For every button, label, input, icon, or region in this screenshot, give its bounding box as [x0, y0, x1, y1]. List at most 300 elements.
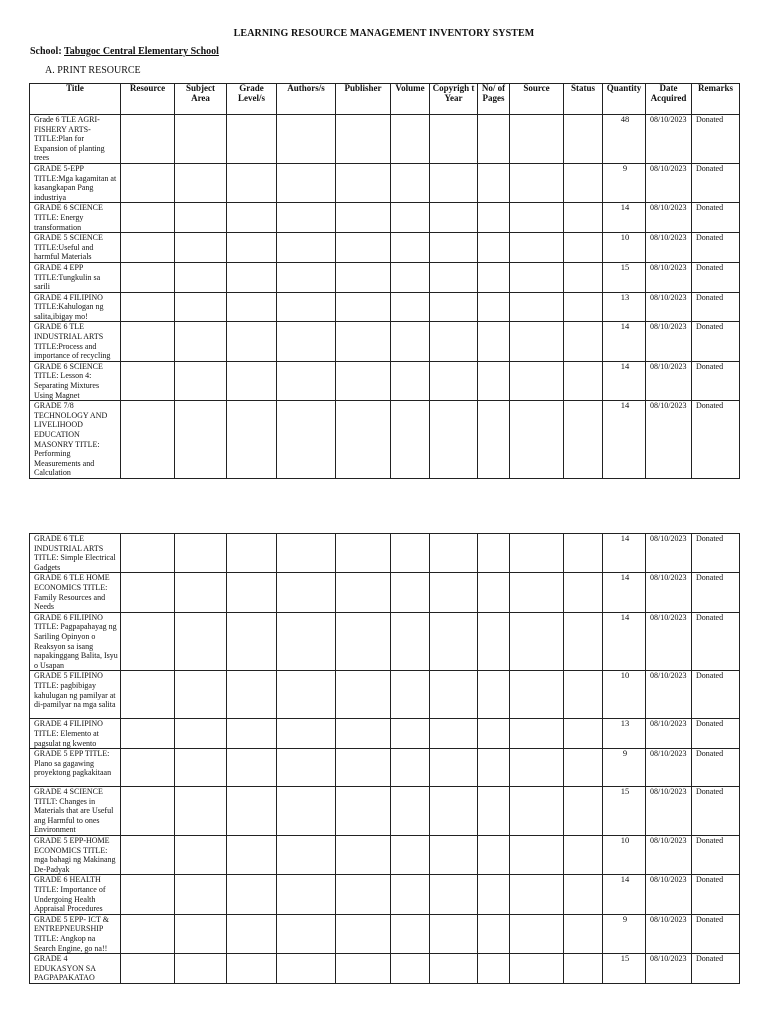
table-row: [30, 262, 740, 292]
table-row: [30, 401, 740, 479]
header-cell: Remarks: [692, 84, 740, 115]
header-cell: Resource: [121, 84, 175, 115]
empty-cell: [277, 233, 336, 263]
empty-cell: [336, 534, 391, 573]
empty-cell: [336, 612, 391, 671]
empty-cell: [227, 163, 277, 202]
empty-cell: [336, 203, 391, 233]
header-cell: Source: [510, 84, 564, 115]
table-row: [30, 163, 740, 202]
empty-cell: [430, 719, 478, 749]
header-row: [30, 84, 740, 115]
empty-cell: [121, 954, 175, 984]
empty-cell: [510, 262, 564, 292]
header-cell: Publisher: [336, 84, 391, 115]
empty-cell: [336, 322, 391, 361]
quantity-cell: 10: [603, 671, 646, 719]
empty-cell: [564, 361, 603, 400]
empty-cell: [478, 203, 510, 233]
empty-cell: [336, 573, 391, 612]
title-cell: GRADE 5 EPP TITLE: Plano sa gagawing proyektong pagkakitaan: [30, 749, 121, 787]
empty-cell: [430, 401, 478, 479]
empty-cell: [227, 573, 277, 612]
empty-cell: [510, 875, 564, 914]
title-cell: GRADE 4 SCIENCE TITLT: Changes in Materials that are Useful ang Harmful to ones Environment: [30, 787, 121, 836]
empty-cell: [336, 163, 391, 202]
empty-cell: [277, 322, 336, 361]
empty-cell: [227, 914, 277, 953]
remarks-cell: Donated: [692, 671, 740, 719]
empty-cell: [277, 719, 336, 749]
empty-cell: [478, 875, 510, 914]
empty-cell: [430, 914, 478, 953]
empty-cell: [430, 163, 478, 202]
empty-cell: [391, 719, 430, 749]
title-cell: GRADE 4 FILIPINO TITLE: Elemento at pagsulat ng kwento: [30, 719, 121, 749]
empty-cell: [121, 573, 175, 612]
empty-cell: [336, 954, 391, 984]
title-cell: GRADE 6 SCIENCE TITLE: Lesson 4: Separating Mixtures Using Magnet: [30, 361, 121, 400]
remarks-cell: Donated: [692, 292, 740, 322]
empty-cell: [175, 671, 227, 719]
empty-cell: [391, 914, 430, 953]
table-row: [30, 322, 740, 361]
empty-cell: [121, 203, 175, 233]
empty-cell: [564, 749, 603, 787]
empty-cell: [430, 573, 478, 612]
empty-cell: [430, 612, 478, 671]
empty-cell: [510, 836, 564, 875]
empty-cell: [227, 749, 277, 787]
empty-cell: [478, 401, 510, 479]
empty-cell: [336, 671, 391, 719]
empty-cell: [336, 787, 391, 836]
title-cell: GRADE 5 EPP- ICT & ENTREPNEURSHIP TITLE: Angkop na Search Engine, go na!!: [30, 914, 121, 953]
table-row: [30, 115, 740, 164]
table-row: [30, 914, 740, 953]
quantity-cell: 15: [603, 787, 646, 836]
empty-cell: [510, 719, 564, 749]
quantity-cell: 14: [603, 322, 646, 361]
empty-cell: [564, 163, 603, 202]
date-acquired-cell: 08/10/2023: [646, 203, 692, 233]
title-cell: Grade 6 TLE AGRI-FISHERY ARTS-TITLE:Plan for Expansion of planting trees: [30, 115, 121, 164]
empty-cell: [430, 954, 478, 984]
date-acquired-cell: 08/10/2023: [646, 534, 692, 573]
empty-cell: [510, 671, 564, 719]
remarks-cell: Donated: [692, 115, 740, 164]
table-body-page-2: [30, 534, 740, 984]
empty-cell: [564, 203, 603, 233]
table-row: [30, 361, 740, 400]
empty-cell: [227, 203, 277, 233]
section-label: A. PRINT RESOURCE: [45, 65, 141, 76]
date-acquired-cell: 08/10/2023: [646, 914, 692, 953]
empty-cell: [510, 233, 564, 263]
empty-cell: [121, 914, 175, 953]
header-cell: Subject Area: [175, 84, 227, 115]
empty-cell: [227, 836, 277, 875]
quantity-cell: 14: [603, 573, 646, 612]
inventory-table-page-1: [29, 83, 740, 479]
quantity-cell: 15: [603, 954, 646, 984]
empty-cell: [227, 322, 277, 361]
empty-cell: [175, 361, 227, 400]
empty-cell: [277, 954, 336, 984]
date-acquired-cell: 08/10/2023: [646, 361, 692, 400]
table-row: [30, 292, 740, 322]
empty-cell: [478, 719, 510, 749]
remarks-cell: Donated: [692, 534, 740, 573]
empty-cell: [564, 401, 603, 479]
empty-cell: [175, 115, 227, 164]
remarks-cell: Donated: [692, 836, 740, 875]
empty-cell: [391, 671, 430, 719]
empty-cell: [391, 203, 430, 233]
header-cell: Quantity: [603, 84, 646, 115]
empty-cell: [564, 612, 603, 671]
title-cell: GRADE 5 FILIPINO TITLE: pagbibigay kahulugan ng pamilyar at di-pamilyar na mga salita: [30, 671, 121, 719]
empty-cell: [277, 914, 336, 953]
title-cell: GRADE 6 TLE INDUSTRIAL ARTS TITLE:Process and importance of recycling: [30, 322, 121, 361]
empty-cell: [391, 401, 430, 479]
quantity-cell: 14: [603, 361, 646, 400]
empty-cell: [510, 292, 564, 322]
empty-cell: [227, 534, 277, 573]
empty-cell: [564, 115, 603, 164]
empty-cell: [478, 749, 510, 787]
empty-cell: [121, 836, 175, 875]
empty-cell: [510, 787, 564, 836]
empty-cell: [277, 163, 336, 202]
empty-cell: [277, 262, 336, 292]
school-line: [30, 46, 219, 57]
empty-cell: [121, 361, 175, 400]
empty-cell: [336, 836, 391, 875]
header-cell: Status: [564, 84, 603, 115]
empty-cell: [510, 163, 564, 202]
remarks-cell: Donated: [692, 875, 740, 914]
empty-cell: [510, 534, 564, 573]
empty-cell: [391, 233, 430, 263]
empty-cell: [510, 749, 564, 787]
empty-cell: [564, 233, 603, 263]
empty-cell: [391, 534, 430, 573]
empty-cell: [227, 612, 277, 671]
empty-cell: [478, 787, 510, 836]
empty-cell: [277, 401, 336, 479]
title-cell: GRADE 7/8 TECHNOLOGY AND LIVELIHOOD EDUCATION MASONRY TITLE: Performing Measurements and Calculation: [30, 401, 121, 479]
empty-cell: [336, 401, 391, 479]
empty-cell: [121, 787, 175, 836]
empty-cell: [564, 875, 603, 914]
remarks-cell: Donated: [692, 233, 740, 263]
header-cell: No/ of Pages: [478, 84, 510, 115]
inventory-table-page-2: [29, 533, 740, 984]
empty-cell: [175, 749, 227, 787]
quantity-cell: 9: [603, 749, 646, 787]
date-acquired-cell: 08/10/2023: [646, 262, 692, 292]
empty-cell: [336, 749, 391, 787]
empty-cell: [175, 787, 227, 836]
header-cell: Volume: [391, 84, 430, 115]
header-cell: Grade Level/s: [227, 84, 277, 115]
empty-cell: [121, 233, 175, 263]
title-cell: GRADE 6 FILIPINO TITLE: Pagpapahayag ng Sariling Opinyon o Reaksyon sa isang napakinggang Balita, Isyu o Usapan: [30, 612, 121, 671]
empty-cell: [430, 836, 478, 875]
date-acquired-cell: 08/10/2023: [646, 954, 692, 984]
empty-cell: [478, 292, 510, 322]
remarks-cell: Donated: [692, 612, 740, 671]
quantity-cell: 15: [603, 262, 646, 292]
school-name: Tabugoc Central Elementary School: [64, 46, 219, 57]
empty-cell: [227, 954, 277, 984]
table-row: [30, 787, 740, 836]
title-cell: GRADE 4 EDUKASYON SA PAGPAPAKATAO: [30, 954, 121, 984]
empty-cell: [277, 203, 336, 233]
empty-cell: [175, 322, 227, 361]
empty-cell: [391, 787, 430, 836]
date-acquired-cell: 08/10/2023: [646, 233, 692, 263]
empty-cell: [277, 836, 336, 875]
header-cell: Authors/s: [277, 84, 336, 115]
empty-cell: [391, 115, 430, 164]
empty-cell: [175, 836, 227, 875]
empty-cell: [510, 322, 564, 361]
date-acquired-cell: 08/10/2023: [646, 836, 692, 875]
empty-cell: [564, 914, 603, 953]
empty-cell: [227, 115, 277, 164]
empty-cell: [478, 322, 510, 361]
empty-cell: [175, 612, 227, 671]
empty-cell: [564, 671, 603, 719]
empty-cell: [121, 612, 175, 671]
empty-cell: [175, 262, 227, 292]
empty-cell: [121, 262, 175, 292]
quantity-cell: 14: [603, 401, 646, 479]
empty-cell: [510, 401, 564, 479]
title-cell: GRADE 6 SCIENCE TITLE: Energy transformation: [30, 203, 121, 233]
empty-cell: [121, 534, 175, 573]
table-row: [30, 612, 740, 671]
empty-cell: [175, 401, 227, 479]
empty-cell: [227, 262, 277, 292]
title-cell: GRADE 6 TLE INDUSTRIAL ARTS TITLE: Simple Electrical Gadgets: [30, 534, 121, 573]
empty-cell: [121, 401, 175, 479]
quantity-cell: 48: [603, 115, 646, 164]
table-row: [30, 203, 740, 233]
empty-cell: [478, 115, 510, 164]
empty-cell: [430, 749, 478, 787]
table-row: [30, 671, 740, 719]
empty-cell: [564, 787, 603, 836]
empty-cell: [510, 914, 564, 953]
empty-cell: [121, 322, 175, 361]
empty-cell: [336, 292, 391, 322]
title-cell: GRADE 4 EPP TITLE:Tungkulin sa sarili: [30, 262, 121, 292]
title-cell: GRADE 6 TLE HOME ECONOMICS TITLE: Family Resources and Needs: [30, 573, 121, 612]
header-cell: Copyrigh t Year: [430, 84, 478, 115]
header-cell: Date Acquired: [646, 84, 692, 115]
empty-cell: [277, 749, 336, 787]
empty-cell: [478, 233, 510, 263]
empty-cell: [430, 262, 478, 292]
date-acquired-cell: 08/10/2023: [646, 875, 692, 914]
remarks-cell: Donated: [692, 262, 740, 292]
date-acquired-cell: 08/10/2023: [646, 719, 692, 749]
empty-cell: [478, 954, 510, 984]
empty-cell: [336, 233, 391, 263]
empty-cell: [510, 115, 564, 164]
date-acquired-cell: 08/10/2023: [646, 573, 692, 612]
empty-cell: [277, 612, 336, 671]
empty-cell: [175, 719, 227, 749]
empty-cell: [430, 292, 478, 322]
empty-cell: [277, 875, 336, 914]
table-row: [30, 836, 740, 875]
remarks-cell: Donated: [692, 163, 740, 202]
empty-cell: [121, 875, 175, 914]
empty-cell: [277, 534, 336, 573]
document-title: LEARNING RESOURCE MANAGEMENT INVENTORY SYSTEM: [233, 28, 535, 39]
remarks-cell: Donated: [692, 322, 740, 361]
empty-cell: [336, 361, 391, 400]
empty-cell: [391, 292, 430, 322]
table-row: [30, 954, 740, 984]
empty-cell: [175, 573, 227, 612]
empty-cell: [175, 954, 227, 984]
empty-cell: [478, 836, 510, 875]
empty-cell: [564, 719, 603, 749]
remarks-cell: Donated: [692, 914, 740, 953]
empty-cell: [227, 787, 277, 836]
title-cell: GRADE 5-EPP TITLE:Mga kagamitan at kasangkapan Pang industriya: [30, 163, 121, 202]
empty-cell: [336, 875, 391, 914]
quantity-cell: 14: [603, 534, 646, 573]
empty-cell: [227, 401, 277, 479]
empty-cell: [564, 322, 603, 361]
empty-cell: [277, 573, 336, 612]
quantity-cell: 9: [603, 163, 646, 202]
empty-cell: [227, 233, 277, 263]
empty-cell: [391, 749, 430, 787]
empty-cell: [391, 954, 430, 984]
table-body-page-1: [30, 115, 740, 479]
header-cell: Title: [30, 84, 121, 115]
empty-cell: [391, 262, 430, 292]
date-acquired-cell: 08/10/2023: [646, 322, 692, 361]
date-acquired-cell: 08/10/2023: [646, 115, 692, 164]
empty-cell: [510, 203, 564, 233]
empty-cell: [478, 262, 510, 292]
empty-cell: [175, 534, 227, 573]
empty-cell: [391, 573, 430, 612]
title-cell: GRADE 6 HEALTH TITLE: Importance of Undergoing Health Appraisal Procedures: [30, 875, 121, 914]
empty-cell: [430, 787, 478, 836]
remarks-cell: Donated: [692, 573, 740, 612]
empty-cell: [478, 914, 510, 953]
empty-cell: [121, 719, 175, 749]
empty-cell: [391, 612, 430, 671]
empty-cell: [227, 292, 277, 322]
date-acquired-cell: 08/10/2023: [646, 612, 692, 671]
remarks-cell: Donated: [692, 719, 740, 749]
empty-cell: [564, 262, 603, 292]
empty-cell: [478, 163, 510, 202]
title-cell: GRADE 5 SCIENCE TITLE:Useful and harmful Materials: [30, 233, 121, 263]
quantity-cell: 10: [603, 836, 646, 875]
table-row: [30, 749, 740, 787]
empty-cell: [564, 573, 603, 612]
remarks-cell: Donated: [692, 401, 740, 479]
date-acquired-cell: 08/10/2023: [646, 671, 692, 719]
empty-cell: [391, 836, 430, 875]
date-acquired-cell: 08/10/2023: [646, 401, 692, 479]
remarks-cell: Donated: [692, 954, 740, 984]
empty-cell: [336, 914, 391, 953]
empty-cell: [175, 163, 227, 202]
empty-cell: [121, 292, 175, 322]
empty-cell: [430, 322, 478, 361]
empty-cell: [430, 534, 478, 573]
empty-cell: [277, 787, 336, 836]
table-row: [30, 875, 740, 914]
empty-cell: [391, 322, 430, 361]
empty-cell: [510, 954, 564, 984]
empty-cell: [121, 163, 175, 202]
empty-cell: [564, 292, 603, 322]
empty-cell: [510, 361, 564, 400]
table-row: [30, 233, 740, 263]
title-cell: GRADE 5 EPP-HOME ECONOMICS TITLE: mga bahagi ng Makinang De-Padyak: [30, 836, 121, 875]
empty-cell: [227, 361, 277, 400]
quantity-cell: 10: [603, 233, 646, 263]
empty-cell: [391, 163, 430, 202]
empty-cell: [336, 115, 391, 164]
table-row: [30, 719, 740, 749]
empty-cell: [430, 875, 478, 914]
empty-cell: [478, 361, 510, 400]
quantity-cell: 13: [603, 719, 646, 749]
remarks-cell: Donated: [692, 749, 740, 787]
empty-cell: [564, 534, 603, 573]
empty-cell: [175, 914, 227, 953]
empty-cell: [510, 573, 564, 612]
empty-cell: [430, 203, 478, 233]
remarks-cell: Donated: [692, 361, 740, 400]
empty-cell: [121, 749, 175, 787]
date-acquired-cell: 08/10/2023: [646, 292, 692, 322]
empty-cell: [121, 671, 175, 719]
empty-cell: [336, 719, 391, 749]
school-label: School:: [30, 46, 62, 57]
remarks-cell: Donated: [692, 203, 740, 233]
empty-cell: [175, 233, 227, 263]
empty-cell: [430, 233, 478, 263]
quantity-cell: 14: [603, 875, 646, 914]
empty-cell: [478, 573, 510, 612]
date-acquired-cell: 08/10/2023: [646, 749, 692, 787]
empty-cell: [430, 115, 478, 164]
empty-cell: [277, 115, 336, 164]
empty-cell: [391, 875, 430, 914]
empty-cell: [121, 115, 175, 164]
quantity-cell: 13: [603, 292, 646, 322]
empty-cell: [277, 361, 336, 400]
empty-cell: [430, 361, 478, 400]
date-acquired-cell: 08/10/2023: [646, 787, 692, 836]
remarks-cell: Donated: [692, 787, 740, 836]
